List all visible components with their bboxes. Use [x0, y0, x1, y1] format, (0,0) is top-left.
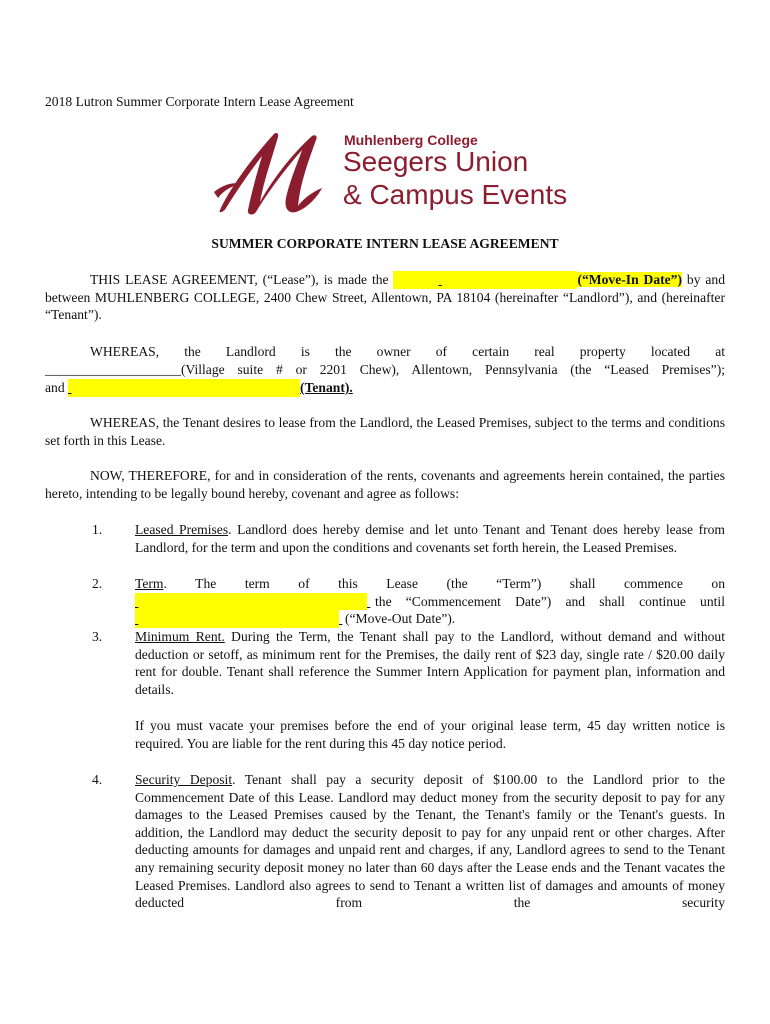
document-header: 2018 Lutron Summer Corporate Intern Lease Agreement [45, 94, 354, 109]
whereas-location-text: (Village suite # or 2201 Chew), Allentown, Pennsylvania (the “Leased Premises”); [180, 362, 725, 377]
clause-heading: Leased Premises [135, 522, 229, 537]
tenant-name-blank[interactable] [68, 379, 300, 397]
move-in-date-label: (“Move-In Date”) [577, 272, 683, 287]
clause-body: During the Term, the Tenant shall pay to the Landlord, without demand and without deduction or setoff, as minimum rent for the Premises, the daily rent of $23 day, single rate / $20.00 daily rent for double. Tenant shall reference the Summer Intern Application for payment plan, information and details. [135, 629, 726, 697]
clause-text [135, 628, 725, 698]
tenant-label: (Tenant). [300, 380, 353, 395]
term-text-c: (“Move-Out Date”). [345, 611, 456, 627]
clause-body: . Tenant shall pay a security deposit of $100.00 to the Landlord prior to the Commencement Date of this Lease. Landlord may deduct money from the security deposit to pay for any damages to the Leased Premises caused by the Tenant, the Tenant's family or the Tenant's guests. In addition, the Landlord may deduct the security deposit to pay for any unpaid rent or other charges. After deducting amounts for damages and unpaid rent and charges, if any, Landlord agrees to send to the Tenant any remaining security deposit money no later than 60 days after the Lease ends and the Tenant vacates the Leased Premises. Landlord also agrees to send to Tenant a written list of damages and amounts of money deducted from the security [135, 772, 725, 911]
clause-text [135, 771, 725, 912]
clause-number: 2. [92, 576, 103, 591]
move-out-date-blank[interactable] [135, 610, 339, 628]
clause-heading: Term [135, 576, 164, 591]
logo-college-name: Muhlenberg College [344, 132, 478, 148]
logo-title-line2: & Campus Events [343, 179, 568, 210]
intro-text-post: by and between MUHLENBERG COLLEGE, 2400 Chew Street, Allentown, PA 18104 (hereinafter “Landlord”), and (hereinafter “Tenant”). [45, 272, 726, 323]
clause-number: 1. [92, 522, 103, 537]
term-line-1 [135, 575, 725, 593]
muhlenberg-logo [212, 128, 572, 224]
clause-heading: Minimum Rent. [135, 629, 225, 644]
document-title: SUMMER CORPORATE INTERN LEASE AGREEMENT [211, 236, 559, 251]
clause-number: 4. [92, 772, 103, 787]
commencement-date-blank[interactable] [135, 593, 367, 611]
clause-number: 3. [92, 629, 103, 644]
term-line-2 [135, 593, 725, 611]
term-text-a: . The term of this Lease (the “Term”) shall commence on [163, 576, 725, 591]
and-word: and [45, 380, 65, 395]
whereas-owner-line: WHEREAS, the Landlord is the owner of certain real property located at [90, 344, 725, 359]
whereas-tenant-line [45, 379, 725, 397]
logo-title-line1: Seegers Union [343, 146, 529, 177]
now-therefore-paragraph: NOW, THEREFORE, for and in consideration of the rents, covenants and agreements herein contained, the parties hereto, intending to be legally bound hereby, covenant and agree as follows: [45, 468, 725, 501]
move-in-date-blank[interactable] [393, 271, 577, 289]
term-text-b: the “Commencement Date”) and shall continue until [375, 593, 725, 609]
whereas-owner-location [45, 361, 725, 379]
whereas-desires-paragraph: WHEREAS, the Tenant desires to lease from the Landlord, the Leased Premises, subject to the terms and conditions set forth in this Lease. [45, 415, 725, 448]
commencement-date-blank-tail [367, 593, 375, 611]
vacate-notice-text: If you must vacate your premises before the end of your original lease term, 45 day written notice is required. You are liable for the rent during this 45 day notice period. [135, 718, 725, 751]
clause-text [135, 575, 725, 628]
suite-blank[interactable]: ____________________ [45, 362, 181, 377]
clause-heading: Security Deposit [135, 772, 233, 787]
clause-body: . Landlord does hereby demise and let unto Tenant and Tenant does hereby lease from Landlord, for the term and upon the conditions and covenants set forth herein, the Leased Premises. [135, 522, 725, 555]
intro-paragraph [45, 271, 725, 324]
muhlenberg-m-logo-mark [212, 128, 337, 224]
term-line-3 [135, 610, 725, 628]
intro-text-pre: THIS LEASE AGREEMENT, (“Lease”), is made the [90, 272, 389, 287]
clause-text [135, 521, 725, 556]
